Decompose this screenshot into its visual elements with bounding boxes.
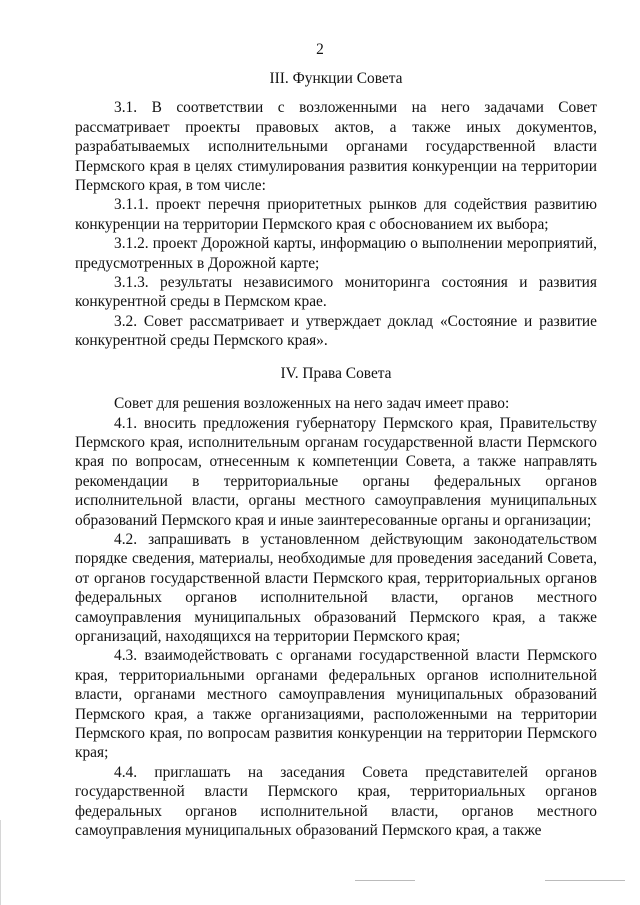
section-heading-functions: III. Функции Совета [269, 70, 403, 87]
scan-artifact-line [545, 880, 625, 881]
paragraph-3-2: 3.2. Совет рассматривает и утверждает доклад «Состояние и развитие конкурентной среды Пермского края». [75, 312, 597, 350]
scan-edge-line [0, 820, 1, 905]
section-heading-rights: IV. Права Совета [280, 364, 392, 382]
scan-artifact-line [355, 880, 415, 881]
paragraph-rights-intro: Совет для решения возложенных на него задач имеет право: [114, 395, 510, 413]
paragraph-4-4: 4.4. приглашать на заседания Совета представителей органов государственной власти Пермского края, территориальных органов федеральных органов исполнительной власти, органов местного самоуправления муниципальных образований Пермского края, а также [75, 763, 597, 840]
paragraph-3-1-3: 3.1.3. результаты независимого мониторинга состояния и развития конкурентной среды в Пермском крае. [75, 274, 597, 311]
paragraph-3-1-2: 3.1.2. проект Дорожной карты, информацию о выполнении мероприятий, предусмотренных в Дорожной карте; [75, 235, 597, 272]
paragraph-3-1-1: 3.1.1. проект перечня приоритетных рынков для содействия развитию конкуренции на территории Пермского края с обоснованием их выбора; [75, 196, 597, 233]
paragraph-4-3: 4.3. взаимодействовать с органами государственной власти Пермского края, территориальными органами федеральных органов исполнительной власти, органами местного самоуправления муниципальных образований Пермского края, а также организациями, расположенными на территории Пермского края, по вопросам развития конкуренции на территории Пермского края; [75, 647, 597, 762]
paragraph-3-1: 3.1. В соответствии с возложенными на него задачами Совет рассматривает проекты правовых актов, а также иных документов, разрабатываемых исполнительными органами государственной власти Пермского края в целях стимулирования развития конкуренции на территории Пермского края, в том числе: [75, 99, 597, 195]
page-number: 2 [316, 41, 324, 58]
document-body [75, 69, 597, 840]
paragraph-4-2: 4.2. запрашивать в установленном действующим законодательством порядке сведения, материалы, необходимые для проведения заседаний Совета, от органов государственной власти Пермского края, территориальных органов федеральных органов исполнительной власти, органов местного самоуправления муниципальных образований Пермского края, а также организаций, находящихся на территории Пермского края; [75, 530, 597, 645]
paragraph-4-1: 4.1. вносить предложения губернатору Пермского края, Правительству Пермского края, исполнительным органам государственной власти Пермского края по вопросам, отнесенным к компетенции Совета, а также направлять рекомендации в территориальные органы федеральных органов исполнительной власти, органы местного самоуправления муниципальных образований Пермского края и иные заинтересованные органы и организации; [75, 414, 597, 529]
